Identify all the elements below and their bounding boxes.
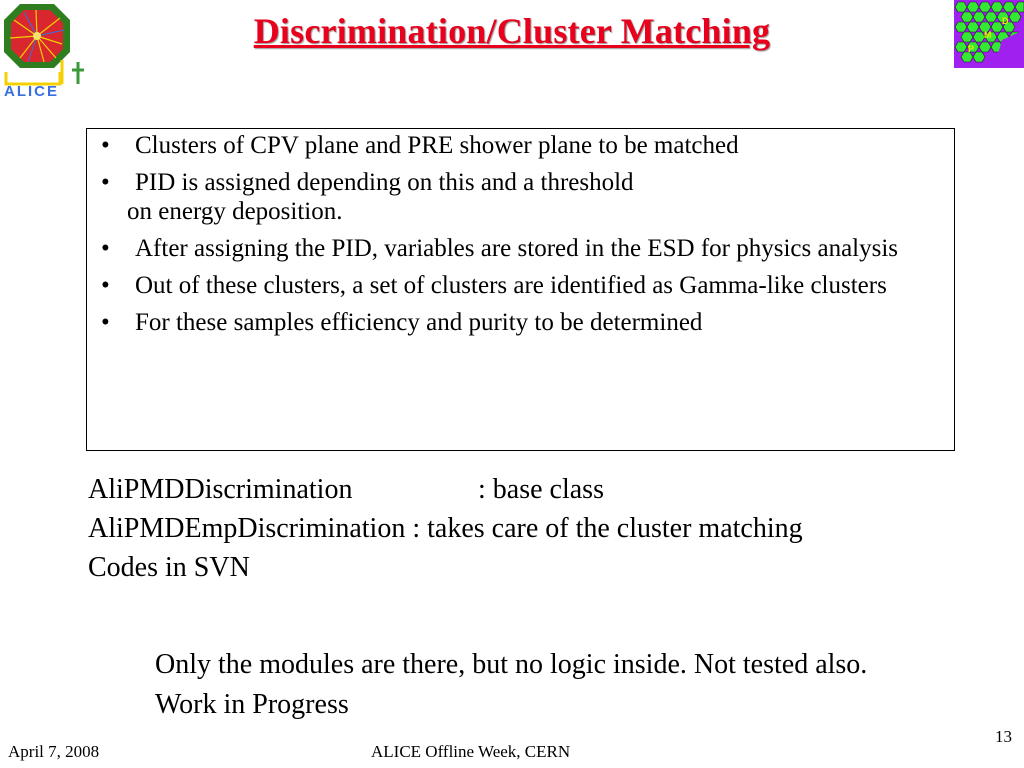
page-number: 13	[995, 727, 1012, 746]
footer-date: April 7, 2008	[8, 742, 100, 761]
bullet-text: on energy deposition.	[127, 198, 343, 225]
bullet-dot: •	[101, 235, 110, 262]
pmd-letter-m: M	[984, 30, 992, 40]
class-row-emp-discrimination	[88, 509, 803, 548]
bullet-list	[87, 131, 947, 345]
pmd-letter-d: D	[1002, 16, 1009, 26]
pmd-letter-p: P	[968, 44, 975, 54]
bullet-dot: •	[101, 272, 110, 299]
status-note: Only the modules are there, but no logic inside. Not tested also. Work in Progress	[155, 649, 868, 720]
bullet-dot: •	[101, 169, 110, 196]
bullet-text: Clusters of CPV plane and PRE shower plane to be matched	[135, 132, 739, 159]
bullet-text: PID is assigned depending on this and a threshold	[135, 169, 634, 196]
alice-logo-text: ALICE	[4, 83, 59, 100]
bullet-item	[87, 271, 947, 300]
class-desc: : base class	[478, 474, 604, 505]
bullet-item	[87, 234, 947, 263]
pmd-logo	[954, 0, 1024, 68]
bullet-text: After assigning the PID, variables are stored in the ESD for physics analysis	[135, 235, 899, 262]
bullet-continuation	[87, 197, 947, 226]
class-name: AliPMDEmpDiscrimination	[88, 513, 406, 544]
bullet-text: Out of these clusters, a set of clusters are identified as Gamma-like clusters	[135, 272, 887, 299]
bullet-item	[87, 308, 947, 337]
alice-logo	[0, 0, 100, 100]
class-row-discrimination	[88, 470, 803, 509]
codes-line: Codes in SVN	[88, 552, 250, 583]
bullet-box	[86, 128, 955, 451]
bullet-dot: •	[101, 309, 110, 336]
footer-event: ALICE Offline Week, CERN	[371, 742, 571, 761]
bullet-dot: •	[101, 132, 110, 159]
class-desc: : takes care of the cluster matching	[412, 513, 803, 544]
class-list	[88, 470, 803, 587]
bullet-text: For these samples efficiency and purity to be determined	[135, 309, 703, 336]
bullet-item	[87, 131, 947, 160]
slide-title: Discrimination/Cluster Matching	[253, 11, 771, 51]
class-name: AliPMDDiscrimination	[88, 474, 353, 505]
bullet-item	[87, 168, 947, 197]
